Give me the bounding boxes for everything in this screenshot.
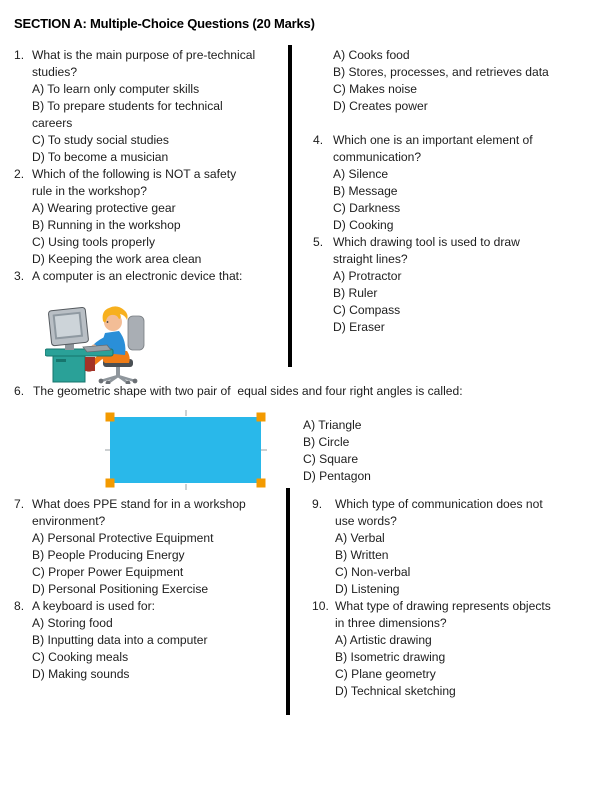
question-2-option-c: C) Using tools properly <box>32 235 155 249</box>
question-10-text: What type of drawing represents objects <box>335 599 551 613</box>
question-2-text-line2: rule in the workshop? <box>32 184 147 198</box>
column-divider-bottom <box>286 488 290 715</box>
question-8 <box>14 598 272 683</box>
question-5 <box>313 234 605 336</box>
question-2-option-b: B) Running in the workshop <box>32 218 181 232</box>
rectangle-body <box>110 417 261 483</box>
question-8-option-a: A) Storing food <box>32 616 113 630</box>
question-9 <box>312 496 606 598</box>
corner-handle-top-left <box>106 413 115 422</box>
question-3-text: A computer is an electronic device that: <box>32 269 243 283</box>
question-1-text-line2: studies? <box>32 65 78 79</box>
question-9-option-a: A) Verbal <box>335 531 385 545</box>
question-2-option-a: A) Wearing protective gear <box>32 201 176 215</box>
corner-handle-bottom-right <box>257 479 266 488</box>
question-10-option-a: A) Artistic drawing <box>335 633 432 647</box>
question-1-text: What is the main purpose of pre-technical <box>32 48 256 62</box>
question-1-option-a: A) To learn only computer skills <box>32 82 200 96</box>
question-4-number: 4. <box>313 133 324 147</box>
column-divider-top <box>288 45 292 367</box>
question-8-option-b: B) Inputting data into a computer <box>32 633 208 647</box>
question-1-option-b-continuation: careers <box>32 116 73 130</box>
question-2-option-d: D) Keeping the work area clean <box>32 252 202 266</box>
question-7-option-c: C) Proper Power Equipment <box>32 565 184 579</box>
question-4-text-line2: communication? <box>333 150 422 164</box>
question-9-number: 9. <box>312 497 323 511</box>
question-9-text: Which type of communication does not <box>335 497 543 511</box>
question-3-options <box>313 47 605 115</box>
question-6-option-b: B) Circle <box>303 435 350 449</box>
question-6-option-a: A) Triangle <box>303 418 362 432</box>
question-10-text-line2: in three dimensions? <box>335 616 447 630</box>
corner-handle-top-right <box>257 413 266 422</box>
question-6-option-d: D) Pentagon <box>303 469 371 483</box>
section-title: SECTION A: Multiple-Choice Questions (20 Marks) <box>14 16 315 31</box>
question-3 <box>14 268 270 384</box>
question-5-option-c: C) Compass <box>333 303 401 317</box>
question-10 <box>312 598 606 700</box>
question-7-number: 7. <box>14 497 25 511</box>
section-a-right-column <box>313 47 605 336</box>
question-4-text: Which one is an important element of <box>333 133 533 147</box>
question-3-option-d: D) Creates power <box>333 99 428 113</box>
question-4-option-b: B) Message <box>333 184 398 198</box>
question-7-option-d: D) Personal Positioning Exercise <box>32 582 209 596</box>
section-b-right-column <box>312 496 606 700</box>
question-3-option-b: B) Stores, processes, and retrieves data <box>333 65 549 79</box>
section-a-left-column <box>14 47 270 384</box>
question-1-option-d: D) To become a musician <box>32 150 169 164</box>
question-3-number: 3. <box>14 269 25 283</box>
question-1-option-c: C) To study social studies <box>32 133 169 147</box>
question-8-option-d: D) Making sounds <box>32 667 130 681</box>
rectangle-shape-icon <box>104 409 268 491</box>
question-5-text-line2: straight lines? <box>333 252 408 266</box>
section-b-left-column <box>14 496 272 683</box>
question-8-option-c: C) Cooking meals <box>32 650 129 664</box>
question-1-option-b: B) To prepare students for technical <box>32 99 223 113</box>
question-10-number: 10. <box>312 599 329 613</box>
question-9-text-line2: use words? <box>335 514 397 528</box>
question-5-number: 5. <box>313 235 324 249</box>
question-8-number: 8. <box>14 599 25 613</box>
question-4-option-d: D) Cooking <box>333 218 394 232</box>
question-5-text: Which drawing tool is used to draw <box>333 235 520 249</box>
question-6 <box>14 383 463 400</box>
question-4-option-c: C) Darkness <box>333 201 401 215</box>
question-7-option-a: A) Personal Protective Equipment <box>32 531 214 545</box>
question-6-options <box>303 417 371 485</box>
question-1-number: 1. <box>14 48 25 62</box>
question-8-text: A keyboard is used for: <box>32 599 156 613</box>
question-7-text-line2: environment? <box>32 514 106 528</box>
question-4 <box>313 132 605 234</box>
question-5-option-d: D) Eraser <box>333 320 385 334</box>
question-7-text: What does PPE stand for in a workshop <box>32 497 246 511</box>
question-10-option-c: C) Plane geometry <box>335 667 436 681</box>
question-2-text: Which of the following is NOT a safety <box>32 167 237 181</box>
question-2 <box>14 166 270 268</box>
question-3-option-a: A) Cooks food <box>333 48 410 62</box>
question-10-option-b: B) Isometric drawing <box>335 650 446 664</box>
rectangle-figure <box>104 409 268 496</box>
question-6-text: The geometric shape with two pair of equal sides and four right angles is called: <box>33 384 463 398</box>
question-10-option-d: D) Technical sketching <box>335 684 456 698</box>
question-1 <box>14 47 270 166</box>
question-6-number: 6. <box>14 384 25 398</box>
question-7-option-b: B) People Producing Energy <box>32 548 185 562</box>
question-4-option-a: A) Silence <box>333 167 389 181</box>
question-5-option-b: B) Ruler <box>333 286 378 300</box>
question-6-option-c: C) Square <box>303 452 359 466</box>
question-9-option-b: B) Written <box>335 548 389 562</box>
question-5-option-a: A) Protractor <box>333 269 402 283</box>
question-7 <box>14 496 272 598</box>
question-2-number: 2. <box>14 167 25 181</box>
corner-handle-bottom-left <box>106 479 115 488</box>
question-9-option-c: C) Non-verbal <box>335 565 411 579</box>
child-at-computer-icon <box>45 299 150 384</box>
question-3-option-c: C) Makes noise <box>333 82 418 96</box>
question-9-option-d: D) Listening <box>335 582 400 596</box>
child-at-computer-illustration <box>45 299 150 384</box>
